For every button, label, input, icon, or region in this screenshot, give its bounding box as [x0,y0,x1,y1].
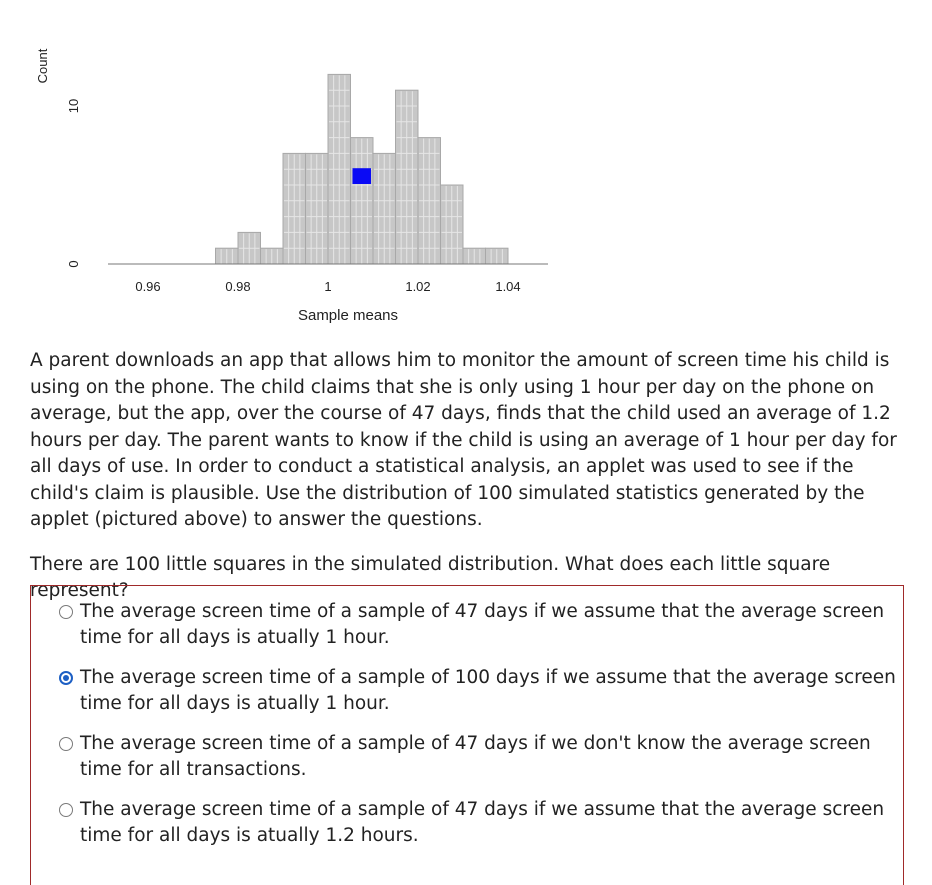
answer-option-text: The average screen time of a sample of 47 days if we assume that the average screen time for all days is atually 1.2 hours. [80,799,885,846]
question-text: There are 100 little squares in the simulated distribution. What does each little square represent? [30,554,831,601]
y-tick-label: 10 [66,98,81,114]
x-tick-label: 1.04 [495,279,521,294]
x-tick-label: 1 [324,279,332,294]
answer-option-text: The average screen time of a sample of 100 days if we assume that the average screen time for all days is atually 1 hour. [80,667,896,714]
answer-option-2[interactable] [59,665,901,717]
x-tick-label: 0.96 [135,279,161,294]
y-tick-label: 0 [66,260,81,268]
histogram-bars [216,74,509,264]
sample-means-histogram [0,0,932,340]
x-tick-labels [135,279,520,294]
radio-button[interactable] [59,605,73,619]
x-axis-label: Sample means [297,307,399,324]
problem-description: A parent downloads an app that allows him to monitor the amount of screen time his child is using on the phone. The child claims that she is only using 1 hour per day on the phone on average, but the app, over the course of 47 days, finds that the child used an average of 1.2 hours per day. The parent wants to know if the child is using an average of 1 hour per day for all days of use. In order to conduct a statistical analysis, an applet was used to see if the child's claim is plausible. Use the distribution of 100 simulated statistics generated by the applet (pictured above) to answer the questions. [30,350,897,530]
answer-option-text: The average screen time of a sample of 47 days if we don't know the average screen time for all transactions. [80,733,871,780]
x-tick-label: 1.02 [405,279,431,294]
radio-button[interactable] [59,671,73,685]
radio-button[interactable] [59,803,73,817]
y-tick-labels [66,99,81,268]
x-tick-label: 0.98 [225,279,251,294]
answer-option-1[interactable] [59,599,901,651]
answer-option-3[interactable] [59,731,901,783]
answer-option-4[interactable] [59,797,901,849]
radio-button[interactable] [59,737,73,751]
highlighted-square [353,168,372,184]
y-axis-label: Count [35,48,50,84]
answer-choices [30,585,904,885]
answer-option-text: The average screen time of a sample of 47 days if we assume that the average screen time for all days is atually 1 hour. [80,601,885,648]
